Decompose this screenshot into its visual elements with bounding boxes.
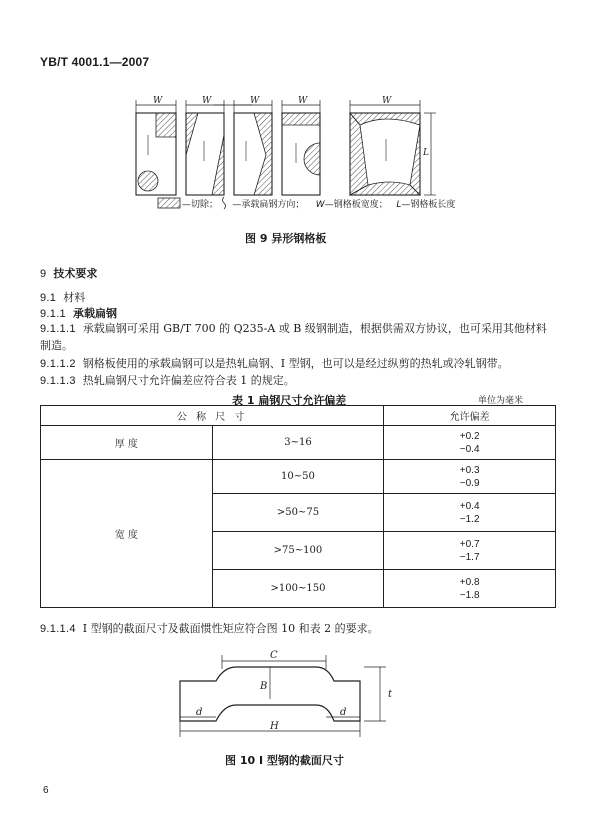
clause-number: 9.1.1.3 <box>40 375 76 387</box>
deviation-cell <box>384 460 556 494</box>
section-9-1-1-heading <box>40 305 117 321</box>
deviation-cell <box>384 426 556 460</box>
document-number: YB/T 4001.1—2007 <box>40 55 150 69</box>
section-9-heading <box>40 265 97 281</box>
lower-deviation: −1.8 <box>459 589 480 601</box>
range-cell: >100~150 <box>212 570 384 608</box>
legend-length-text: 钢格板长度 <box>410 200 456 210</box>
clause-text: 钢格板使用的承载扁钢可以是热轧扁钢、I 型钢，也可以是经过纵剪的热轧或冷轧钢带。 <box>82 357 509 370</box>
deviation-cell <box>384 570 556 608</box>
paragraph-9-1-1-2 <box>40 355 509 373</box>
range-cell: >75~100 <box>212 532 384 570</box>
section-title: 材料 <box>63 291 86 304</box>
deviation-cell <box>384 532 556 570</box>
page-number: 6 <box>43 785 49 796</box>
header-nominal-size: 公 称 尺 寸 <box>41 406 384 426</box>
figure-9-legend <box>182 197 455 210</box>
fig9-w-label-1: W <box>153 96 163 106</box>
fig10-b-label: B <box>260 681 268 692</box>
section-title: 技术要求 <box>53 267 98 280</box>
cut-hatch-icon <box>158 198 180 208</box>
upper-deviation: +0.8 <box>459 576 480 588</box>
lower-deviation: −0.9 <box>459 477 480 489</box>
legend-symbol: — <box>182 200 191 210</box>
table-row <box>41 460 556 494</box>
paragraph-9-1-1-1 <box>40 320 560 338</box>
paragraph-9-1-1-4 <box>40 620 379 638</box>
clause-number: 9.1.1.4 <box>40 623 76 635</box>
fig9-l-label: L <box>423 148 429 158</box>
fig10-c-label: C <box>270 650 278 661</box>
section-title: 承载扁钢 <box>72 307 117 320</box>
thickness-label: 厚 度 <box>41 426 213 460</box>
fig9-w-label-2: W <box>202 96 212 106</box>
clause-text: I 型钢的截面尺寸及截面惯性矩应符合图 10 和表 2 的要求。 <box>82 622 379 635</box>
lower-deviation: −1.7 <box>459 551 480 563</box>
fig10-d-right-label: d <box>340 707 347 718</box>
upper-deviation: +0.2 <box>459 430 480 442</box>
deviation-cell <box>384 494 556 532</box>
fig10-t-label: t <box>388 689 393 700</box>
range-cell: >50~75 <box>212 494 384 532</box>
upper-deviation: +0.4 <box>459 500 480 512</box>
section-number: 9.1.1 <box>40 308 66 320</box>
figure-10-diagram <box>160 645 410 745</box>
fig9-w-label-5: W <box>382 96 392 106</box>
range-cell: 10~50 <box>212 460 384 494</box>
lower-deviation: −1.2 <box>459 513 480 525</box>
legend-symbol: L— <box>396 200 411 210</box>
fig9-w-label-4: W <box>298 96 308 106</box>
clause-number: 9.1.1.2 <box>40 358 76 370</box>
clause-text: 承载扁钢可采用 GB/T 700 的 Q235-A 或 B 级钢制造，根据供需双方协议，也可采用其他材料 <box>82 322 547 335</box>
section-number: 9 <box>40 268 47 280</box>
header-tolerance: 允许偏差 <box>384 406 556 426</box>
range-cell: 3~16 <box>212 426 384 460</box>
legend-cut-text: 切除； <box>191 200 219 210</box>
fig10-d-left-label: d <box>196 707 203 718</box>
table-1-unit: 单位为毫米 <box>478 396 524 406</box>
paragraph-9-1-1-3 <box>40 372 295 390</box>
section-9-1-heading <box>40 289 85 305</box>
legend-direction-text: 承载扁钢方向； <box>241 200 305 210</box>
fig10-h-label: H <box>270 721 279 732</box>
tolerance-table <box>40 405 556 608</box>
legend-symbol: — <box>232 200 242 210</box>
upper-deviation: +0.3 <box>459 464 480 476</box>
figure-9-caption: 图 9 异形钢格板 <box>245 232 327 245</box>
width-label: 宽 度 <box>41 460 213 608</box>
upper-deviation: +0.7 <box>459 538 480 550</box>
figure-10-caption: 图 10 I 型钢的截面尺寸 <box>225 754 344 767</box>
lower-deviation: −0.4 <box>459 443 480 455</box>
clause-number: 9.1.1.1 <box>40 323 76 335</box>
legend-width-text: 钢格板宽度； <box>333 200 388 210</box>
clause-text: 热轧扁钢尺寸允许偏差应符合表 1 的规定。 <box>82 374 295 387</box>
table-header-row <box>41 406 556 426</box>
table-1-caption: 表 1 扁钢尺寸允许偏差 <box>232 394 347 407</box>
section-number: 9.1 <box>40 292 57 304</box>
fig9-w-label-3: W <box>250 96 260 106</box>
table-row <box>41 426 556 460</box>
legend-symbol: W— <box>315 200 334 210</box>
paragraph-9-1-1-1-cont: 制造。 <box>40 339 73 352</box>
